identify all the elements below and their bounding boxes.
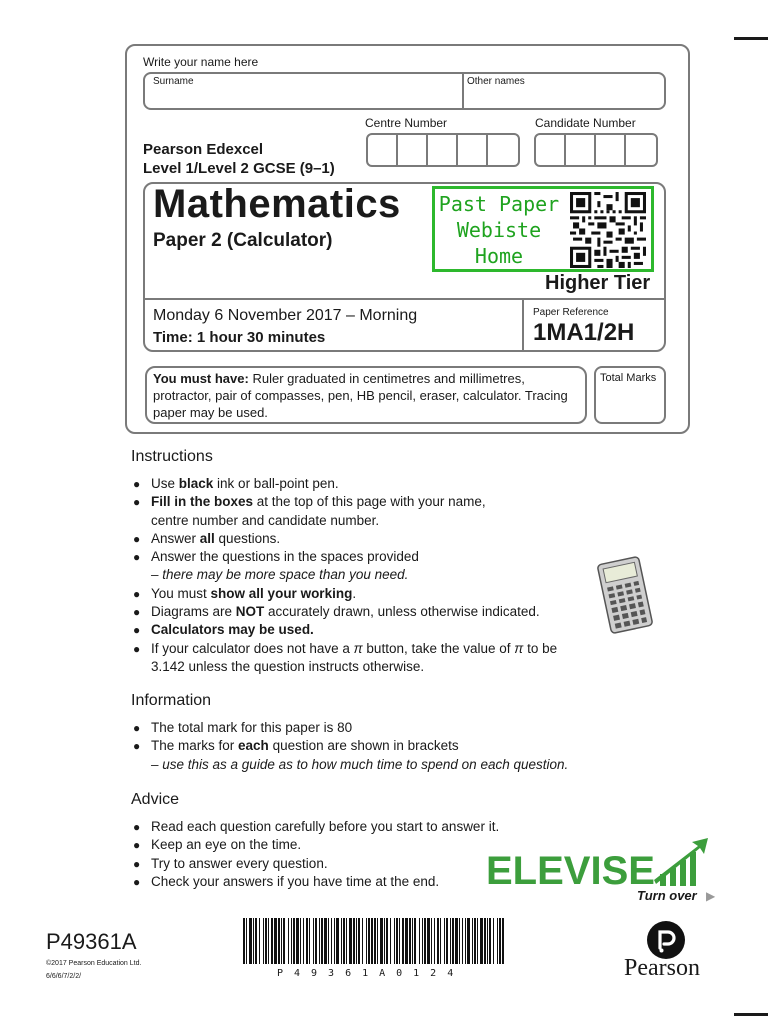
digit-box[interactable] — [626, 135, 656, 165]
write-name-label: Write your name here — [143, 55, 259, 69]
digit-box[interactable] — [536, 135, 566, 165]
list-item: ● Calculators may be used. — [133, 621, 557, 639]
list-item: ● The marks for each question are shown in brackets — [133, 737, 568, 755]
reference-divider — [522, 300, 524, 350]
surname-label: Surname — [153, 76, 194, 87]
name-divider — [462, 74, 464, 108]
list-item: ● The total mark for this paper is 80 — [133, 719, 568, 737]
board-name: Pearson Edexcel — [143, 141, 264, 158]
other-names-label: Other names — [467, 76, 525, 87]
elevise-wordmark: ELEVISE — [486, 849, 655, 890]
must-have-text — [153, 370, 583, 421]
exam-date: Monday 6 November 2017 – Morning — [153, 307, 418, 324]
copyright-block — [46, 957, 141, 983]
title-divider — [145, 298, 664, 300]
list-item-continuation: 3.142 unless the question instructs otherwise. — [151, 658, 425, 674]
exam-board — [143, 140, 335, 178]
centre-number-boxes[interactable] — [366, 133, 520, 167]
instructions-heading: Instructions — [131, 448, 213, 465]
digit-box[interactable] — [596, 135, 626, 165]
list-item: ● Read each question carefully before you start to answer it. — [133, 818, 499, 836]
list-item: ● Diagrams are NOT accurately drawn, unless otherwise indicated. — [133, 603, 557, 621]
paper-title: Paper 2 (Calculator) — [153, 230, 333, 251]
digit-box[interactable] — [368, 135, 398, 165]
promo-line: Home — [474, 244, 524, 268]
list-item: ● Use black ink or ball-point pen. — [133, 475, 557, 493]
turn-over-arrow-icon: ▶ — [706, 889, 716, 903]
digit-box[interactable] — [398, 135, 428, 165]
name-fields[interactable] — [143, 72, 666, 110]
promo-text — [435, 191, 563, 269]
candidate-number-label: Candidate Number — [535, 116, 636, 130]
digit-box[interactable] — [458, 135, 488, 165]
list-item: ● Keep an eye on the time. — [133, 836, 499, 854]
pearson-wordmark: Pearson — [624, 955, 700, 981]
barcode-icon — [243, 918, 505, 968]
copyright-text: ©2017 Pearson Education Ltd. — [46, 960, 142, 967]
calculator-icon — [592, 556, 658, 634]
must-have-label: You must have: — [153, 371, 249, 386]
list-item: ● If your calculator does not have a π button, take the value of π to be — [133, 640, 557, 658]
elevise-logo[interactable] — [484, 838, 712, 890]
qr-code-icon[interactable] — [569, 192, 647, 268]
list-item-continuation: – use this as a guide as to how much time to spend on each question. — [151, 756, 569, 772]
instructions-list — [133, 475, 557, 676]
digit-box[interactable] — [566, 135, 596, 165]
list-item: ● Fill in the boxes at the top of this page with your name, — [133, 493, 557, 511]
digit-box[interactable] — [428, 135, 458, 165]
promo-line: Past Paper — [438, 192, 560, 216]
list-item-continuation: – there may be more space than you need. — [151, 567, 409, 583]
information-list — [133, 719, 568, 774]
tier-label: Higher Tier — [545, 272, 651, 294]
past-paper-website-link[interactable] — [432, 186, 654, 272]
advice-list — [133, 818, 499, 891]
must-have-items: Ruler graduated in centimetres and millimetres, protractor, pair of compasses, pen, HB pencil, eraser, calculator. Tracing paper may be used. — [153, 371, 568, 420]
list-item: ● Check your answers if you have time at the end. — [133, 873, 499, 891]
list-item: ● Try to answer every question. — [133, 855, 499, 873]
exam-time: Time: 1 hour 30 minutes — [153, 329, 326, 346]
centre-number-label: Centre Number — [365, 116, 448, 130]
print-code: 6/6/6/7/2/2/ — [46, 973, 82, 980]
list-item: ● Answer the questions in the spaces provided — [133, 548, 557, 566]
candidate-number-boxes[interactable] — [534, 133, 658, 167]
crop-mark-top — [734, 37, 768, 40]
paper-reference-code: 1MA1/2H — [533, 319, 635, 346]
list-item: ● You must show all your working. — [133, 585, 557, 603]
board-level: Level 1/Level 2 GCSE (9–1) — [143, 160, 335, 177]
digit-box[interactable] — [488, 135, 518, 165]
pearson-logo-icon — [646, 920, 686, 960]
information-heading: Information — [131, 692, 212, 709]
subject-title: Mathematics — [153, 182, 401, 226]
list-item: ● Answer all questions. — [133, 530, 557, 548]
paper-code: P49361A — [46, 929, 137, 954]
paper-reference-label: Paper Reference — [533, 307, 609, 318]
promo-line: Webiste — [456, 218, 542, 242]
crop-mark-bottom — [734, 1013, 768, 1016]
barcode-digits: P49361A0124 — [277, 968, 465, 979]
list-item-continuation: centre number and candidate number. — [151, 512, 380, 528]
turn-over-label: Turn over — [637, 888, 697, 903]
total-marks-label: Total Marks — [600, 372, 657, 384]
advice-heading: Advice — [131, 791, 180, 808]
